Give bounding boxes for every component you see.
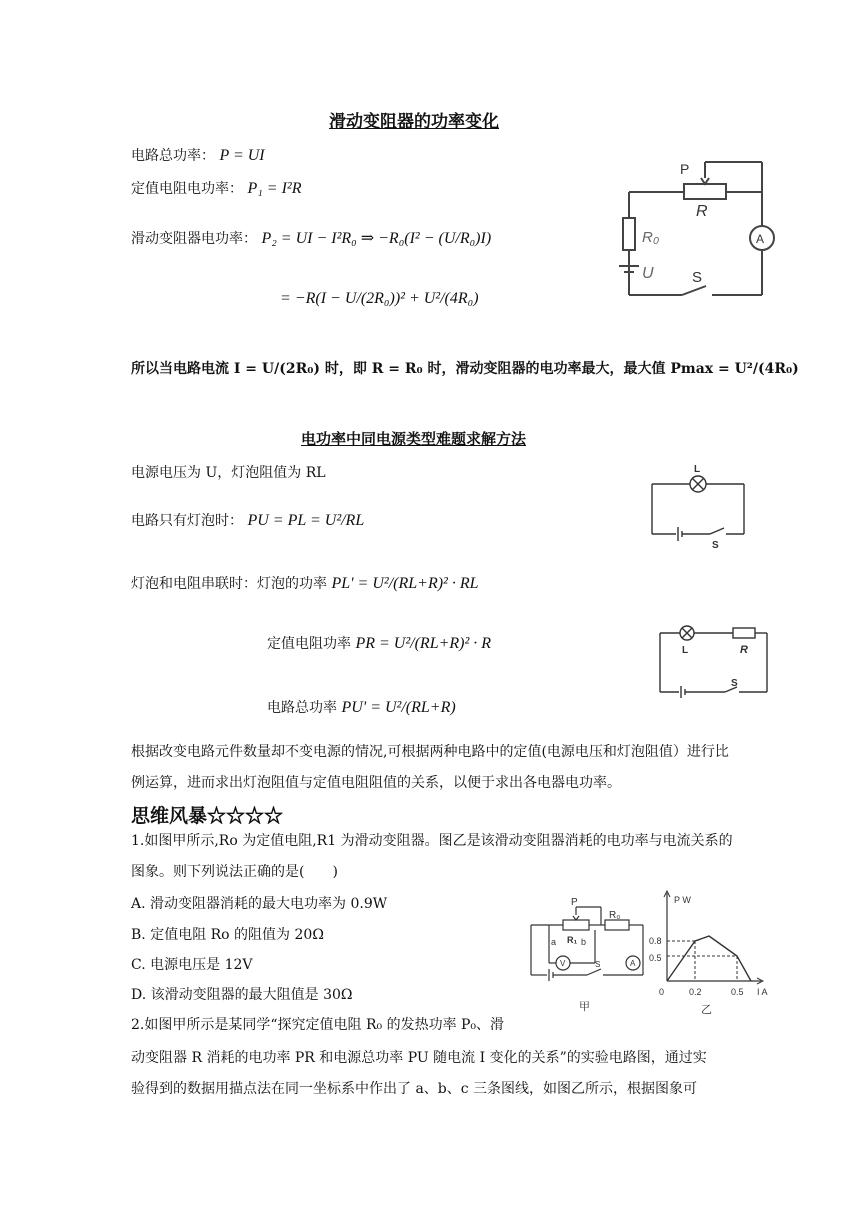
section-title: 电功率中同电源类型难题求解方法 bbox=[301, 430, 527, 448]
origin-label: 0 bbox=[659, 987, 665, 997]
ammeter-label: A bbox=[630, 959, 636, 968]
conclusion-line: 所以当电路电流 I = U/(2R₀) 时，即 R = R₀ 时，滑动变阻器的电功率最大，最大值 Pmax = U²/(4R₀) bbox=[131, 361, 799, 377]
y-tick-0.8: 0.8 bbox=[649, 936, 662, 946]
label-S: S bbox=[595, 960, 601, 969]
label-L: L bbox=[682, 645, 689, 656]
label-R1: R₁ bbox=[567, 935, 578, 945]
label-S: S bbox=[731, 678, 738, 689]
label-R0: R₀ bbox=[609, 910, 621, 921]
formula-label: 电路总功率 bbox=[267, 700, 337, 716]
x-tick-0.2: 0.2 bbox=[689, 987, 702, 997]
question-2-line-3: 验得到的数据用描点法在同一坐标系中作出了 a、b、c 三条图线，如图乙所示，根据图象可 bbox=[131, 1081, 698, 1097]
label-R: R bbox=[740, 644, 748, 656]
power-curve bbox=[667, 936, 751, 981]
graph-yi bbox=[649, 891, 768, 1016]
label-R0: R₀ bbox=[642, 229, 660, 246]
circuit-diagram-2 bbox=[640, 462, 760, 552]
label-S: S bbox=[712, 540, 719, 551]
label-b: b bbox=[581, 937, 587, 947]
formula-line-resistor-power bbox=[267, 633, 491, 653]
method-paragraph: 根据改变电路元件数量却不变电源的情况,可根据两种电路中的定值(电源电压和灯泡阻值）进行比例运算，进而求出灯泡阻值与定值电阻阻值的关系，以便于求出各电器电功率。 bbox=[131, 744, 729, 791]
question-1: 1.如图甲所示,Ro 为定值电阻,R1 为滑动变阻器。图乙是该滑动变阻器消耗的电功率与电流关系的图象。则下列说法正确的是( ) bbox=[131, 833, 733, 880]
formula: P = UI bbox=[219, 147, 265, 164]
label-L: L bbox=[694, 464, 701, 475]
circuit-diagram-1 bbox=[612, 150, 792, 310]
option-b: B. 定值电阻 Ro 的阻值为 20Ω bbox=[131, 927, 324, 943]
formula-label: 定值电阻电功率： bbox=[131, 181, 243, 197]
y-axis-label: P W bbox=[674, 895, 691, 905]
formula-line-total-power-series bbox=[267, 697, 456, 717]
label-P: P bbox=[680, 161, 690, 177]
formula: PL' = U²/(RL+R)² · RL bbox=[331, 575, 479, 592]
formula-label: 定值电阻功率 bbox=[267, 636, 351, 652]
given-line: 电源电压为 U，灯泡阻值为 RL bbox=[131, 465, 326, 481]
question-2-line-1: 2.如图甲所示是某同学“探究定值电阻 R₀ 的发热功率 P₀、滑 bbox=[131, 1017, 505, 1033]
formula: PU' = U²/(RL+R) bbox=[341, 699, 456, 716]
formula-label: 滑动变阻器电功率： bbox=[131, 231, 257, 247]
formula: PR = U²/(RL+R)² · R bbox=[355, 635, 492, 652]
option-a: A. 滑动变阻器消耗的最大电功率为 0.9W bbox=[131, 896, 388, 912]
formula-line-rheostat-power-cont bbox=[280, 290, 479, 308]
option-d: D. 该滑动变阻器的最大阻值是 30Ω bbox=[131, 987, 353, 1003]
caption-jia: 甲 bbox=[579, 1001, 590, 1013]
ammeter-label: A bbox=[756, 232, 765, 246]
voltmeter-label: V bbox=[560, 959, 566, 968]
formula-line-total-power bbox=[131, 145, 265, 165]
question-2-line-2: 动变阻器 R 消耗的电功率 PR 和电源总功率 PU 随电流 I 变化的关系”的实验电路图，通过实 bbox=[131, 1050, 707, 1066]
formula-label: 灯泡和电阻串联时：灯泡的功率 bbox=[131, 576, 327, 592]
formula-line-lamp-series bbox=[131, 573, 479, 593]
formula-label: 电路只有灯泡时： bbox=[131, 513, 243, 529]
label-R: R bbox=[696, 203, 708, 220]
circuit-diagram-3 bbox=[655, 620, 775, 700]
formula: = −R(I − U/(2R₀))² + U²/(4R₀) bbox=[280, 290, 479, 307]
label-a: a bbox=[551, 937, 557, 947]
label-U: U bbox=[642, 265, 654, 282]
label-S: S bbox=[692, 269, 703, 286]
formula: P₁ = I²R bbox=[247, 180, 302, 197]
x-tick-0.5: 0.5 bbox=[731, 987, 744, 997]
formula-label: 电路总功率： bbox=[131, 148, 215, 164]
formula-line-rheostat-power bbox=[131, 228, 491, 248]
caption-yi: 乙 bbox=[701, 1004, 712, 1016]
figure-q1 bbox=[525, 885, 785, 1020]
formula-line-lamp-only bbox=[131, 510, 364, 530]
y-tick-0.5: 0.5 bbox=[649, 953, 662, 963]
formula: P₂ = UI − I²R₀ ⇒ −R₀(I² − (U/R₀)I) bbox=[261, 230, 492, 247]
circuit-jia bbox=[531, 907, 643, 981]
formula-line-fixed-resistor-power bbox=[131, 178, 301, 198]
x-axis-label: I A bbox=[757, 987, 768, 997]
option-c: C. 电源电压是 12V bbox=[131, 957, 253, 973]
section-heading: 思维风暴☆☆☆☆ bbox=[131, 805, 284, 827]
label-P: P bbox=[571, 897, 578, 908]
page-title: 滑动变阻器的功率变化 bbox=[329, 112, 499, 132]
formula: PU = PL = U²/RL bbox=[247, 512, 365, 529]
